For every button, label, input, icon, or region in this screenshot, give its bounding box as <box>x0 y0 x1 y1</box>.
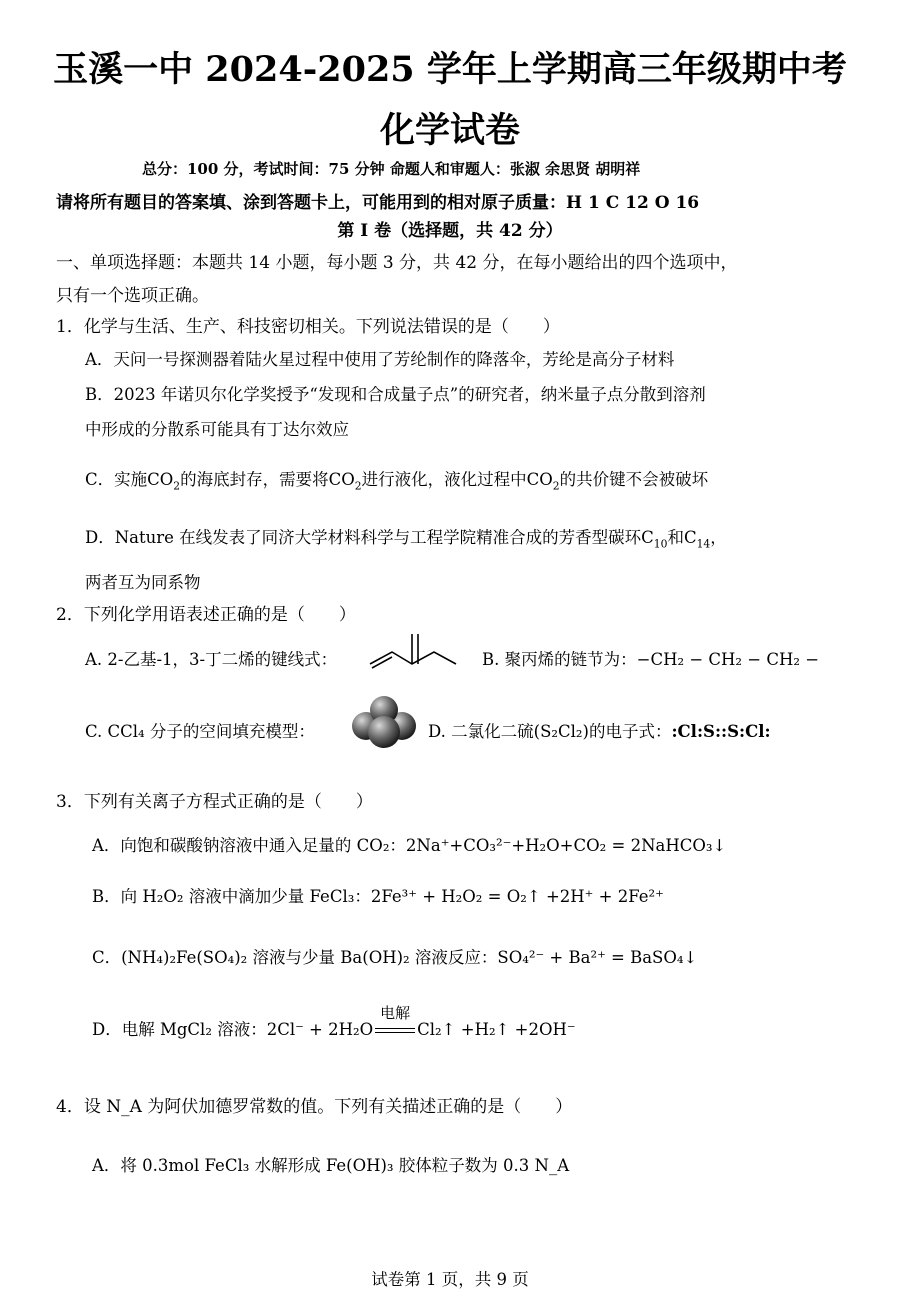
q1-option-c: C．实施$CO_2$的海底封存，需要将$CO_2$进行液化，液化过程中$CO_2$的共价键不会被破坏 <box>85 470 709 493</box>
q2-option-b: B. 聚丙烯的链节为：−CH₂ − CH₂ − CH₂ − <box>482 650 820 669</box>
electrolysis-condition: 电解 <box>380 1004 411 1022</box>
space-filling-model <box>350 694 418 750</box>
q1-option-d-line1: D．Nature 在线发表了同济大学材料科学与工程学院精准合成的芳香型碳环$C_{10}$和$C_{14}$， <box>85 528 727 551</box>
exam-subtitle: 化学试卷 <box>379 110 520 151</box>
exam-info: 总分：100 分，考试时间：75 分钟 命题人和审题人：张淑 余思贤 胡明祥 <box>142 160 641 178</box>
q4-stem: 4．设 N_A 为阿伏加德罗常数的值。下列有关描述正确的是（ ） <box>56 1097 573 1117</box>
page-footer: 试卷第 1 页，共 9 页 <box>371 1270 529 1289</box>
q2-option-a: A. 2-乙基-1，3-丁二烯的键线式： <box>85 650 338 669</box>
q2-option-d: D. 二氯化二硫(S₂Cl₂)的电子式：:Cl:S::S:Cl: <box>428 722 771 741</box>
q3-option-d: D．电解 MgCl₂ 溶液：2Cl⁻ + 2H₂O 电解 Cl₂↑ +H₂↑ +2OH⁻ <box>92 1004 576 1039</box>
section-instruction-2: 只有一个选项正确。 <box>56 286 209 306</box>
q1-option-b-line1: B．2023 年诺贝尔化学奖授予“发现和合成量子点”的研究者，纳米量子点分散到溶剂 <box>85 385 706 404</box>
q1-option-a: A．天问一号探测器着陆火星过程中使用了芳纶制作的降落伞，芳纶是高分子材料 <box>85 350 675 369</box>
q1-option-d-line2: 两者互为同系物 <box>85 573 201 592</box>
q1-option-b-line2: 中形成的分散系可能具有丁达尔效应 <box>85 420 349 439</box>
q2-option-c: C. CCl₄ 分子的空间填充模型： <box>85 722 315 741</box>
q3-option-a: A．向饱和碳酸钠溶液中通入足量的 CO₂：2Na⁺+CO₃²⁻+H₂O+CO₂ = 2NaHCO₃↓ <box>92 836 727 855</box>
q1-stem: 1．化学与生活、生产、科技密切相关。下列说法错误的是（ ） <box>56 317 560 337</box>
instruction-text: 请将所有题目的答案填、涂到答题卡上，可能用到的相对原子质量：H 1 C 12 O 16 <box>56 193 700 213</box>
skeletal-formula-diagram <box>366 630 462 674</box>
q4-option-a: A．将 0.3mol FeCl₃ 水解形成 Fe(OH)₃ 胶体粒子数为 0.3 N_A <box>92 1156 570 1175</box>
q2-stem: 2．下列化学用语表述正确的是（ ） <box>56 605 356 625</box>
volume-heading: 第 I 卷（选择题，共 42 分） <box>337 221 563 241</box>
q3-stem: 3．下列有关离子方程式正确的是（ ） <box>56 792 373 812</box>
section-instruction-1: 一、单项选择题：本题共 14 小题，每小题 3 分，共 42 分，在每小题给出的四个选项中， <box>56 253 738 273</box>
q3-option-b: B．向 H₂O₂ 溶液中滴加少量 FeCl₃：2Fe³⁺ + H₂O₂ = O₂↑ +2H⁺ + 2Fe²⁺ <box>92 887 664 906</box>
q3-option-c: C．(NH₄)₂Fe(SO₄)₂ 溶液与少量 Ba(OH)₂ 溶液反应：SO₄²⁻ + Ba²⁺ = BaSO₄↓ <box>92 948 698 967</box>
exam-title: 玉溪一中 2024-2025 学年上学期高三年级期中考 <box>53 49 847 90</box>
